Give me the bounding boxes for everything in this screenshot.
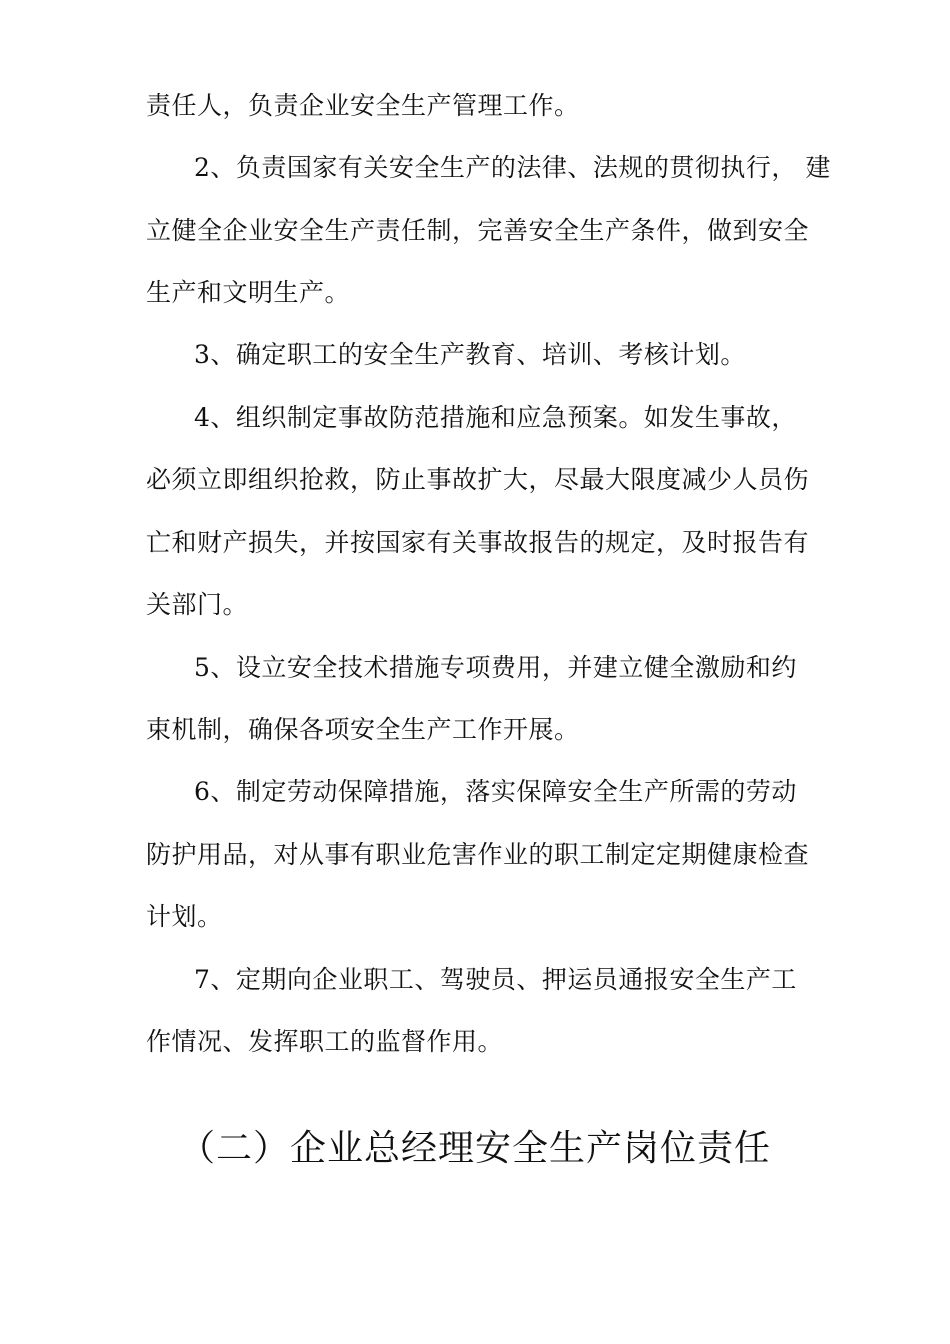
text-line: 生产和文明生产。 [146, 278, 351, 307]
text-line: 责任人，负责企业安全生产管理工作。 [146, 91, 580, 120]
text-line: 立健全企业安全生产责任制，完善安全生产条件，做到安全 [146, 216, 810, 245]
text-line: 必须立即组织抢救，防止事故扩大，尽最大限度减少人员伤 [146, 465, 810, 494]
text-line: 作情况、发挥职工的监督作用。 [146, 1027, 504, 1056]
text-line: 2、负责国家有关安全生产的法律、法规的贯彻执行， 建 [194, 153, 831, 182]
text-line: 防护用品，对从事有职业危害作业的职工制定定期健康检查 [146, 840, 810, 869]
text-line: 5、设立安全技术措施专项费用，并建立健全激励和约 [194, 653, 797, 682]
text-line: 关部门。 [146, 590, 249, 619]
text-line: 7、定期向企业职工、驾驶员、押运员通报安全生产工 [194, 965, 797, 994]
text-line: 6、制定劳动保障措施，落实保障安全生产所需的劳动 [194, 777, 797, 806]
text-line: 束机制，确保各项安全生产工作开展。 [146, 715, 580, 744]
text-line: 4、组织制定事故防范措施和应急预案。如发生事故， [194, 403, 797, 432]
section-heading: （二）企业总经理安全生产岗位责任 [178, 1128, 771, 1169]
text-line: 计划。 [146, 902, 223, 931]
text-line: 亡和财产损失，并按国家有关事故报告的规定，及时报告有 [146, 528, 810, 557]
text-line: 3、确定职工的安全生产教育、培训、考核计划。 [194, 340, 746, 369]
